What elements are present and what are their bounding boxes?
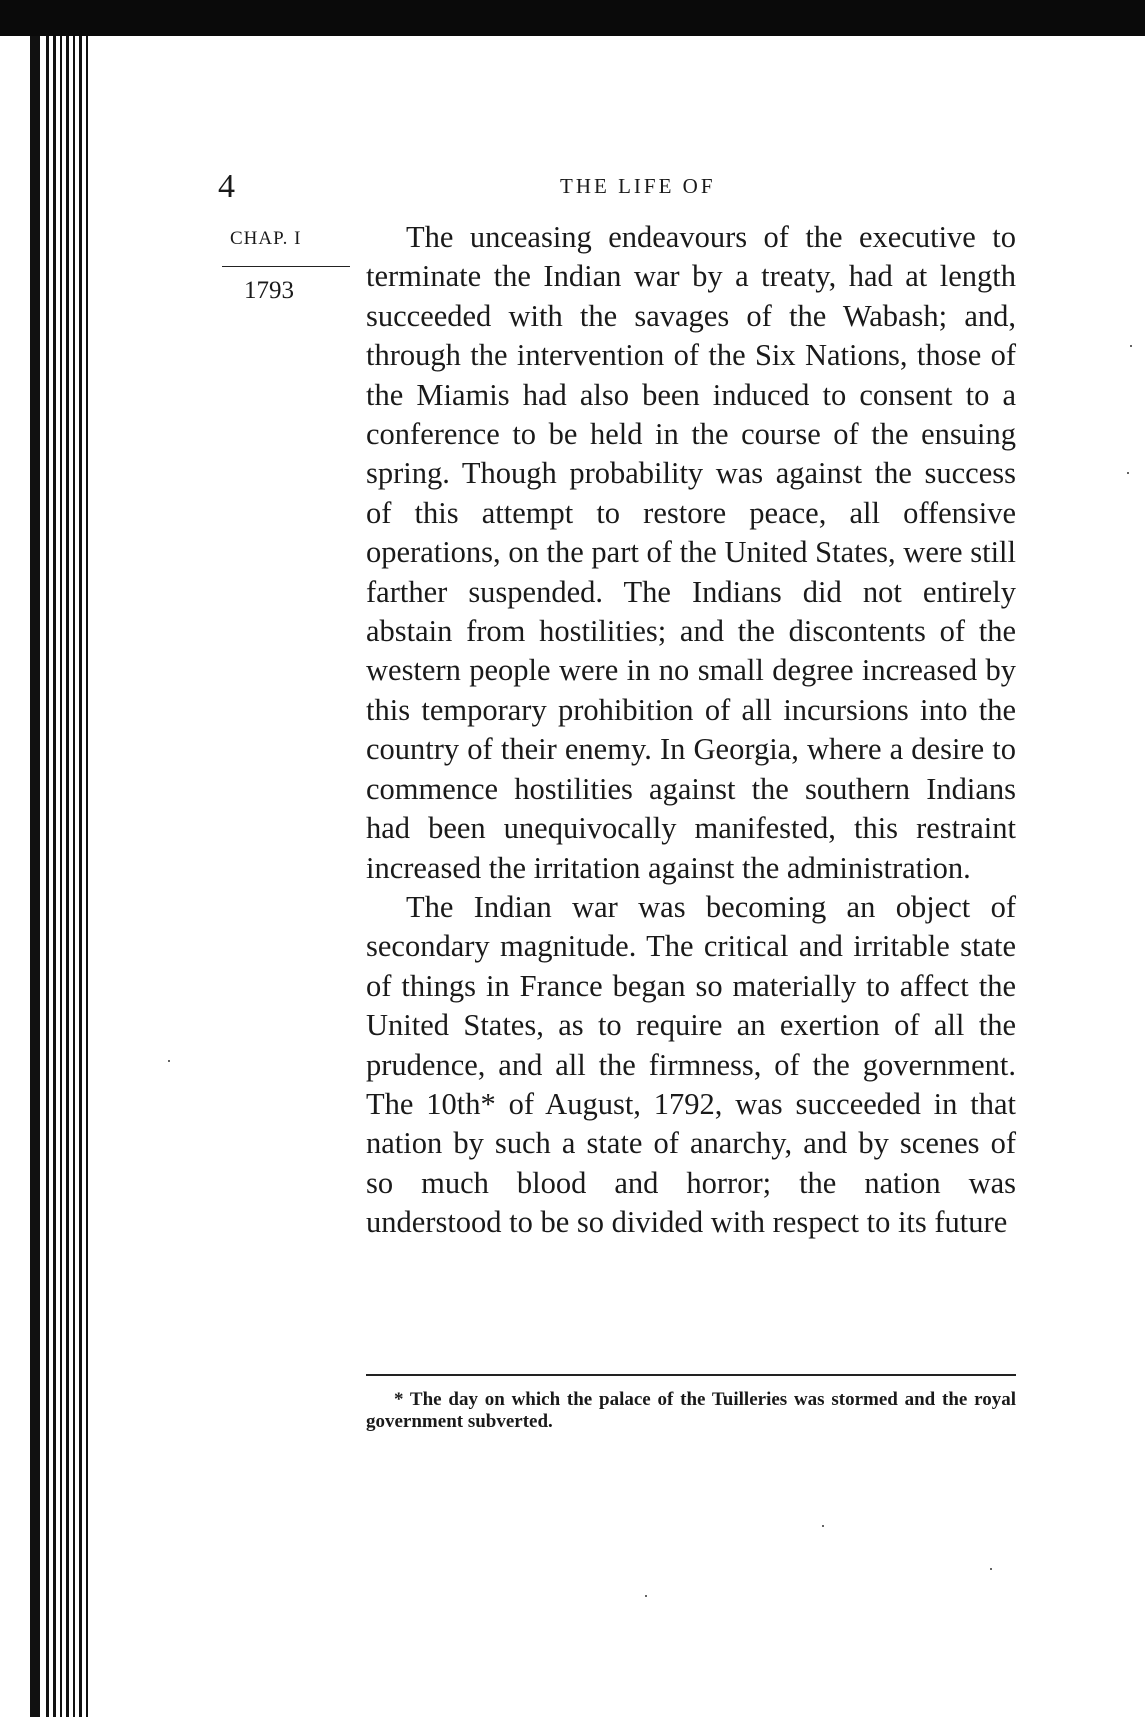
footnote-rule (366, 1374, 1016, 1376)
scan-speck (1127, 472, 1129, 474)
paragraph-1: The unceasing endeavours of the executive to terminate the Indian war by a treaty, had at length succeeded with the savages of the Wabash; and, through the intervention of the Six Nations, those of the Miamis had also been induced to consent to a conference to be held in the course of the ensuing spring. Though probability was against the success of this attempt to restore peace, all offensive operations, on the part of the United States, were still farther suspended. The Indians did not entirely abstain from hostilities; and the discontents of the western people were in no small degree increased by this temporary prohibition of all incursions into the country of their enemy. In Georgia, where a desire to commence hostilities against the southern Indians had been unequivocally manifested, this restraint increased the irritation against the administration. (366, 220, 1016, 885)
body-text (366, 218, 1016, 1243)
page-number: 4 (218, 168, 235, 205)
running-head: THE LIFE OF (560, 174, 716, 198)
scan-speck (645, 1595, 647, 1597)
margin-year: 1793 (244, 277, 294, 304)
scan-speck (168, 1060, 170, 1062)
scan-top-band (0, 0, 1145, 36)
footnote: * The day on which the palace of the Tuilleries was stormed and the royal government subverted. (366, 1389, 1016, 1432)
scan-speck (822, 1525, 824, 1527)
scan-binding-edge (0, 36, 92, 1717)
scan-speck (1130, 345, 1132, 347)
margin-rule (222, 266, 350, 267)
scan-speck (990, 1568, 992, 1570)
paragraph-2: The Indian war was becoming an object of secondary magnitude. The critical and irritable state of things in France began so materially to affect the United States, as to require an exertion of all the prudence, and all the firmness, of the government. The 10th* of August, 1792, was succeeded in that nation by such a state of anarchy, and by scenes of so much blood and horror; the nation was understood to be so divided with respect to its future (366, 889, 1016, 1240)
margin-chapter: CHAP. I (230, 228, 302, 249)
margin-note (222, 228, 356, 305)
